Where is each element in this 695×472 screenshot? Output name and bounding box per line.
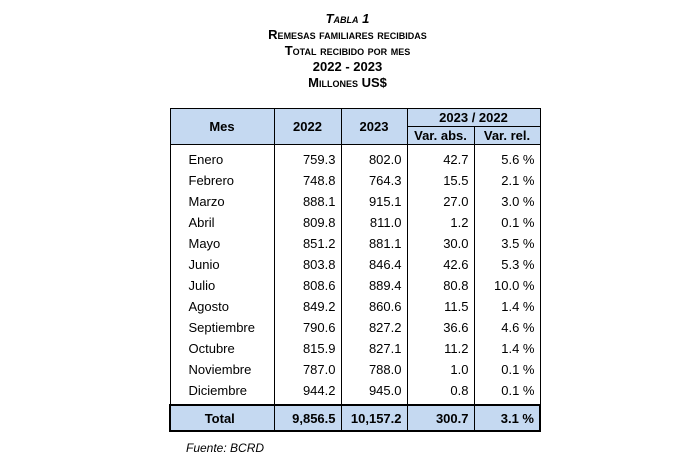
value-2023-cell: 889.4 [341, 275, 407, 296]
value-2023-cell: 827.1 [341, 338, 407, 359]
total-row [170, 405, 540, 431]
table-title-block [0, 11, 695, 91]
month-cell: Abril [170, 212, 274, 233]
value-2022-cell: 851.2 [274, 233, 341, 254]
month-cell: Mayo [170, 233, 274, 254]
table-row [170, 145, 540, 171]
title-line-3: 2022 - 2023 [312, 59, 383, 74]
title-line-4: Millones US$ [308, 75, 387, 90]
var-abs-cell: 36.6 [407, 317, 474, 338]
value-2022-cell: 759.3 [274, 145, 341, 171]
value-2022-cell: 808.6 [274, 275, 341, 296]
var-rel-cell: 3.5 % [474, 233, 540, 254]
value-2022-cell: 888.1 [274, 191, 341, 212]
value-2023-cell: 915.1 [341, 191, 407, 212]
value-2022-cell: 849.2 [274, 296, 341, 317]
value-2023-cell: 811.0 [341, 212, 407, 233]
table-row [170, 296, 540, 317]
var-abs-cell: 15.5 [407, 170, 474, 191]
month-cell: Julio [170, 275, 274, 296]
table-label: Tabla 1 [325, 11, 370, 26]
var-rel-cell: 3.0 % [474, 191, 540, 212]
var-abs-cell: 27.0 [407, 191, 474, 212]
value-2023-cell: 827.2 [341, 317, 407, 338]
var-rel-cell: 0.1 % [474, 380, 540, 405]
var-abs-cell: 1.0 [407, 359, 474, 380]
month-cell: Febrero [170, 170, 274, 191]
var-abs-cell: 42.7 [407, 145, 474, 171]
header-group-2023-2022: 2023 / 2022 [407, 109, 540, 127]
value-2022-cell: 787.0 [274, 359, 341, 380]
value-2023-cell: 846.4 [341, 254, 407, 275]
var-rel-cell: 1.4 % [474, 296, 540, 317]
table-row [170, 359, 540, 380]
value-2023-cell: 881.1 [341, 233, 407, 254]
value-2023-cell: 788.0 [341, 359, 407, 380]
header-var-abs: Var. abs. [407, 127, 474, 145]
table-row [170, 254, 540, 275]
var-abs-cell: 30.0 [407, 233, 474, 254]
table-row [170, 170, 540, 191]
total-label: Total [170, 405, 274, 431]
month-cell: Septiembre [170, 317, 274, 338]
value-2022-cell: 790.6 [274, 317, 341, 338]
table-row [170, 233, 540, 254]
title-line-1: Remesas familiares recibidas [268, 27, 427, 42]
var-rel-cell: 2.1 % [474, 170, 540, 191]
var-rel-cell: 1.4 % [474, 338, 540, 359]
header-2022: 2022 [274, 109, 341, 145]
total-var-rel: 3.1 % [474, 405, 540, 431]
var-abs-cell: 42.6 [407, 254, 474, 275]
value-2022-cell: 803.8 [274, 254, 341, 275]
month-cell: Diciembre [170, 380, 274, 405]
value-2023-cell: 860.6 [341, 296, 407, 317]
value-2022-cell: 809.8 [274, 212, 341, 233]
header-mes: Mes [170, 109, 274, 145]
value-2022-cell: 815.9 [274, 338, 341, 359]
value-2022-cell: 748.8 [274, 170, 341, 191]
var-abs-cell: 1.2 [407, 212, 474, 233]
total-2022: 9,856.5 [274, 405, 341, 431]
header-2023: 2023 [341, 109, 407, 145]
var-rel-cell: 5.3 % [474, 254, 540, 275]
value-2023-cell: 802.0 [341, 145, 407, 171]
table-body [170, 145, 540, 406]
total-2023: 10,157.2 [341, 405, 407, 431]
month-cell: Enero [170, 145, 274, 171]
month-cell: Junio [170, 254, 274, 275]
month-cell: Agosto [170, 296, 274, 317]
table-row [170, 317, 540, 338]
var-abs-cell: 0.8 [407, 380, 474, 405]
value-2023-cell: 945.0 [341, 380, 407, 405]
var-rel-cell: 10.0 % [474, 275, 540, 296]
title-line-2: Total recibido por mes [284, 43, 411, 58]
table-row [170, 212, 540, 233]
var-rel-cell: 5.6 % [474, 145, 540, 171]
source-note: Fuente: BCRD [186, 441, 265, 455]
remittances-table [169, 108, 541, 432]
month-cell: Noviembre [170, 359, 274, 380]
table-row [170, 380, 540, 405]
month-cell: Marzo [170, 191, 274, 212]
var-rel-cell: 0.1 % [474, 359, 540, 380]
month-cell: Octubre [170, 338, 274, 359]
table-row [170, 338, 540, 359]
var-rel-cell: 4.6 % [474, 317, 540, 338]
total-var-abs: 300.7 [407, 405, 474, 431]
value-2023-cell: 764.3 [341, 170, 407, 191]
var-abs-cell: 80.8 [407, 275, 474, 296]
var-abs-cell: 11.2 [407, 338, 474, 359]
var-abs-cell: 11.5 [407, 296, 474, 317]
var-rel-cell: 0.1 % [474, 212, 540, 233]
header-var-rel: Var. rel. [474, 127, 540, 145]
table-row [170, 191, 540, 212]
table-row [170, 275, 540, 296]
value-2022-cell: 944.2 [274, 380, 341, 405]
